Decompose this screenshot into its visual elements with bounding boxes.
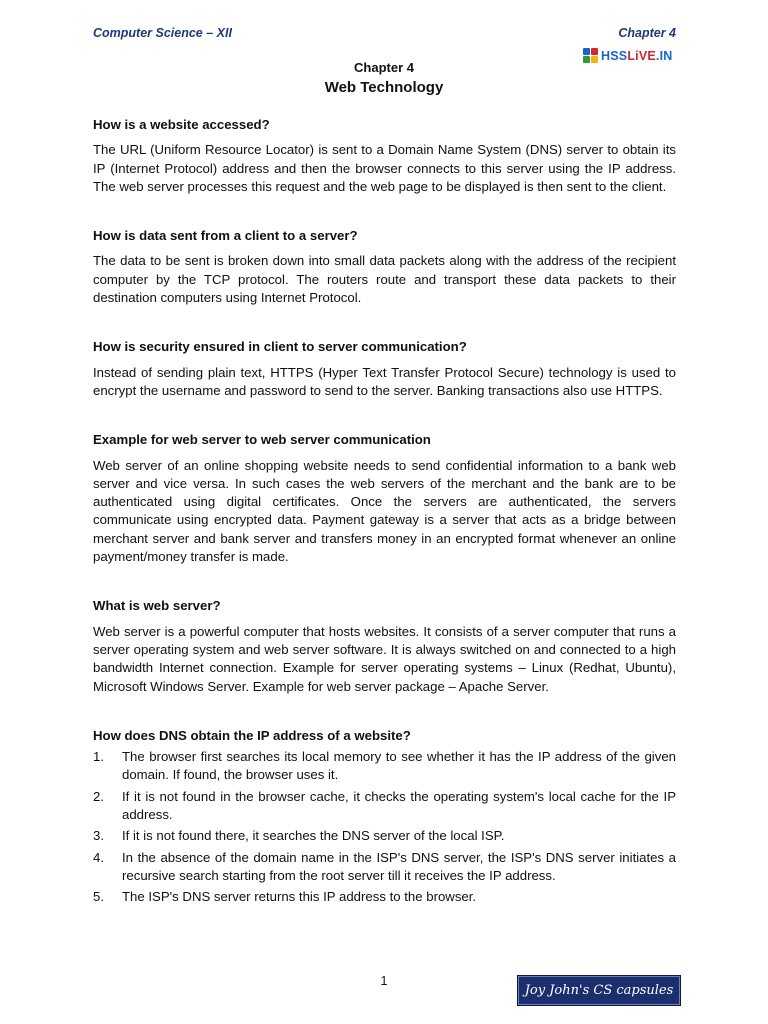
list-item-text: In the absence of the domain name in the ISP's DNS server, the ISP's DNS server initiates a recursive search starting from the root server till it receives the IP address. [122, 849, 676, 883]
answer-paragraph: Web server is a powerful computer that hosts websites. It consists of a server computer that runs a server operating system and web server software. It is always switched on and connected to a high bandwidth Internet connection. Example for server operating systems – Linux (Redhat, Ubuntu), Microsoft Windows Server. Example for web server package – Apache Server. [93, 623, 676, 694]
answer-paragraph: Instead of sending plain text, HTTPS (Hyper Text Transfer Protocol Secure) technology is used to encrypt the username and password to send to the server. Banking transactions also use HTTPS. [93, 364, 676, 398]
dns-steps-list [93, 748, 676, 906]
question-heading: How is data sent from a client to a server? [93, 228, 358, 244]
page-title: Web Technology [324, 79, 444, 96]
chapter-label: Chapter 4 [354, 60, 414, 75]
page-number: 1 [380, 974, 388, 988]
list-item [93, 849, 676, 886]
question-heading: Example for web server to web server communication [93, 432, 431, 448]
list-item [93, 748, 676, 785]
list-item-text: If it is not found there, it searches the DNS server of the local ISP. [122, 828, 505, 844]
list-item [93, 788, 676, 825]
question-heading: How is security ensured in client to server communication? [93, 339, 467, 355]
header-chapter: Chapter 4 [618, 26, 676, 40]
list-item-number: 1. [93, 749, 104, 765]
question-heading: How is a website accessed? [93, 117, 270, 132]
answer-paragraph: The URL (Uniform Resource Locator) is sent to a Domain Name System (DNS) server to obtain its IP (Internet Protocol) address and then the browser connects to this server using the IP address. The web server processes this request and the web page to be displayed is then sent to the client. [93, 142, 676, 194]
list-item-text: The browser first searches its local memory to see whether it has the IP address of the given domain. If found, the browser uses it. [122, 749, 676, 783]
list-item-number: 5. [93, 889, 104, 905]
list-item [93, 888, 676, 906]
list-item-number: 4. [93, 849, 104, 865]
answer-paragraph: Web server of an online shopping website needs to send confidential information to a bank web server and vice versa. In such cases the web servers of the merchant and the bank are to be authenticated using digital certificates. Once the servers are authenticated, the servers communicate using encrypted data. Payment gateway is a server that acts as a bridge between merchant server and bank server and transfers money in an encrypted format whenever an online payment/money transfer is made. [93, 457, 676, 565]
question-heading: How does DNS obtain the IP address of a website? [93, 727, 411, 743]
list-item-number: 3. [93, 828, 104, 844]
list-item-text: If it is not found in the browser cache, it checks the operating system's local cache for the IP address. [122, 788, 676, 823]
answer-paragraph: The data to be sent is broken down into small data packets along with the address of the recipient computer by the TCP protocol. The routers route and transport these data packets to their destination computers using Internet Protocol. [93, 253, 676, 306]
document-body [93, 116, 676, 910]
list-item [93, 827, 676, 845]
list-item-text: The ISP's DNS server returns this IP address to the browser. [122, 889, 477, 905]
question-heading: What is web server? [93, 598, 221, 614]
header-subject: Computer Science – XII [93, 26, 232, 40]
list-item-number: 2. [93, 788, 104, 804]
author-badge: Joy John's CS capsules [517, 975, 681, 1006]
hsslive-logo-text: HSSLiVE.IN [601, 49, 673, 63]
